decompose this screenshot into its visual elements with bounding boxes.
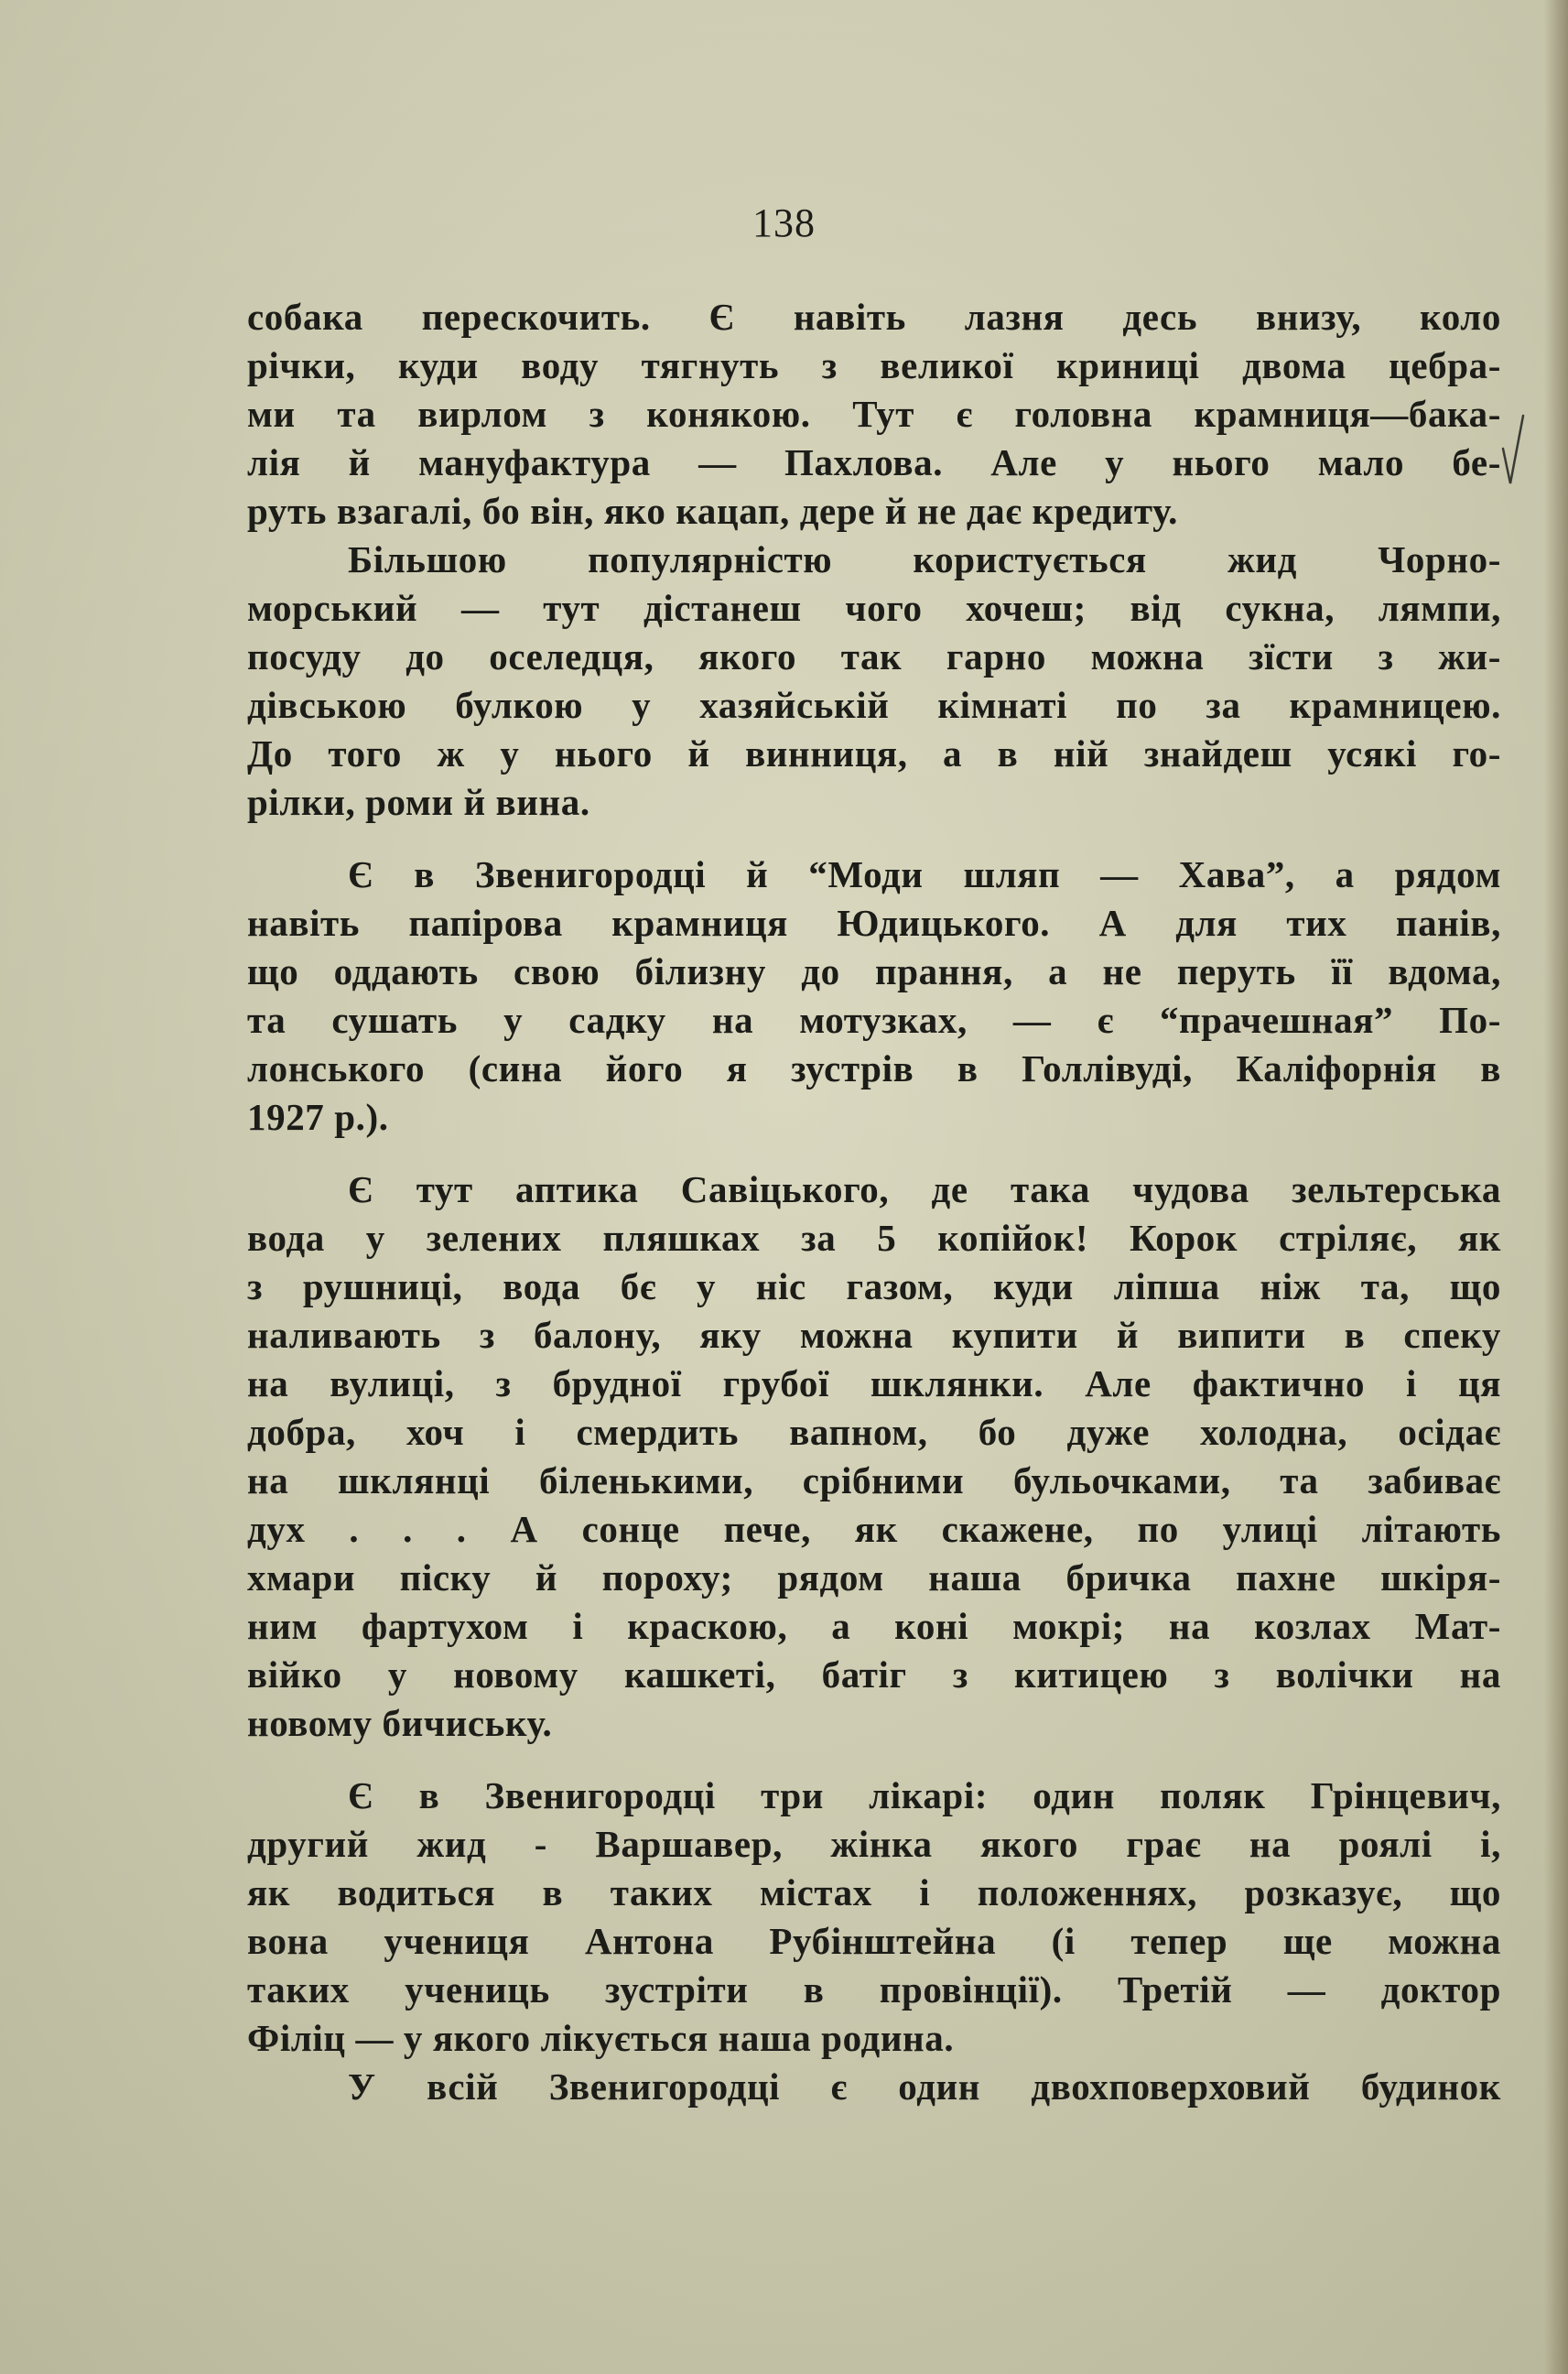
text-line: добра, хоч і смердить вапном, бо дуже холодна, осідає bbox=[247, 1411, 1501, 1453]
paragraph bbox=[247, 536, 1501, 827]
text-line: ми та вирлом з конякою. Тут є головна крамниця—бака- bbox=[247, 393, 1501, 435]
text-line: ним фартухом і краскою, а коні мокрі; на козлах Мат- bbox=[247, 1605, 1501, 1647]
paragraph bbox=[247, 293, 1501, 536]
text-line: морський — тут дістанеш чого хочеш; від сукна, лямпи, bbox=[247, 587, 1501, 629]
text-line: Філіц — у якого лікується наша родина. bbox=[247, 2017, 955, 2059]
text-line: Більшою популярністю користується жид Чорно- bbox=[348, 538, 1501, 580]
text-line: хмари піску й пороху; рядом наша бричка пахне шкіря- bbox=[247, 1556, 1501, 1599]
paragraph-gap bbox=[247, 1748, 1501, 1772]
text-line: рілки, роми й вина. bbox=[247, 781, 590, 823]
text-line: на вулиці, з брудної грубої шклянки. Але фактично і ця bbox=[247, 1362, 1501, 1404]
text-line: Є тут аптика Савіцького, де така чудова зельтерська bbox=[348, 1168, 1501, 1210]
text-line: війко у новому кашкеті, батіг з китицею з волічки на bbox=[247, 1653, 1501, 1696]
text-line: як водиться в таких містах і положеннях, розказує, що bbox=[247, 1871, 1501, 1913]
text-line: руть взагалі, бо він, яко кацап, дере й не дає кредиту. bbox=[247, 490, 1178, 532]
text-line: з рушниці, вода бє у ніс газом, куди ліпша ніж та, що bbox=[247, 1265, 1501, 1307]
text-line: 1927 р.). bbox=[247, 1096, 389, 1138]
text-line: на шклянці біленькими, срібними бульочками, та забиває bbox=[247, 1459, 1501, 1501]
text-line: У всій Звенигородці є один двохповерховий будинок bbox=[348, 2065, 1501, 2108]
text-line: посуду до оселедця, якого так гарно можна зїсти з жи- bbox=[247, 635, 1501, 678]
text-line: вода у зелених пляшках за 5 копійок! Корок стріляє, як bbox=[247, 1217, 1501, 1259]
text-line: лія й мануфактура — Пахлова. Але у нього мало бе- bbox=[247, 441, 1501, 483]
paragraph bbox=[247, 2063, 1501, 2111]
text-line: таких учениць зустріти в провінції). Третій — доктор bbox=[247, 1968, 1501, 2011]
margin-pencil-mark bbox=[1499, 412, 1527, 494]
paragraph-gap bbox=[247, 827, 1501, 851]
paragraph bbox=[247, 1772, 1501, 2063]
text-line: що оддають свою білизну до прання, а не перуть її вдома, bbox=[247, 950, 1501, 992]
text-line: наливають з балону, яку можна купити й випити в спеку bbox=[247, 1314, 1501, 1356]
text-line: Є в Звенигородці три лікарі: один поляк Грінцевич, bbox=[348, 1774, 1501, 1816]
paragraph-gap bbox=[247, 1142, 1501, 1165]
text-line: До того ж у нього й винниця, а в ній знайдеш усякі го- bbox=[247, 732, 1501, 775]
paragraph bbox=[247, 851, 1501, 1142]
text-line: річки, куди воду тягнуть з великої криниці двома цебра- bbox=[247, 344, 1501, 386]
text-line: вона учениця Антона Рубінштейна (і тепер ще можна bbox=[247, 1920, 1501, 1962]
page-number: 138 bbox=[752, 201, 816, 245]
text-line: собака перескочить. Є навіть лазня десь внизу, коло bbox=[247, 296, 1501, 338]
text-line: новому бичиську. bbox=[247, 1702, 553, 1744]
text-line: лонського (сина його я зустрів в Голлівуді, Каліфорнія в bbox=[247, 1047, 1501, 1089]
text-line: другий жид - Варшавер, жінка якого грає на роялі і, bbox=[247, 1823, 1501, 1865]
body-text bbox=[247, 293, 1501, 2111]
text-line: навіть папірова крамниця Юдицького. А для тих панів, bbox=[247, 902, 1501, 944]
text-line: дівською булкою у хазяйській кімнаті по за крамницею. bbox=[247, 684, 1501, 726]
text-line: дух . . . А сонце пече, як скажене, по улиці літають bbox=[247, 1508, 1501, 1550]
paragraph bbox=[247, 1165, 1501, 1748]
text-line: та сушать у садку на мотузках, — є “прачешная” По- bbox=[247, 999, 1501, 1041]
text-line: Є в Звенигородці й “Моди шляп — Хава”, а рядом bbox=[348, 853, 1501, 895]
